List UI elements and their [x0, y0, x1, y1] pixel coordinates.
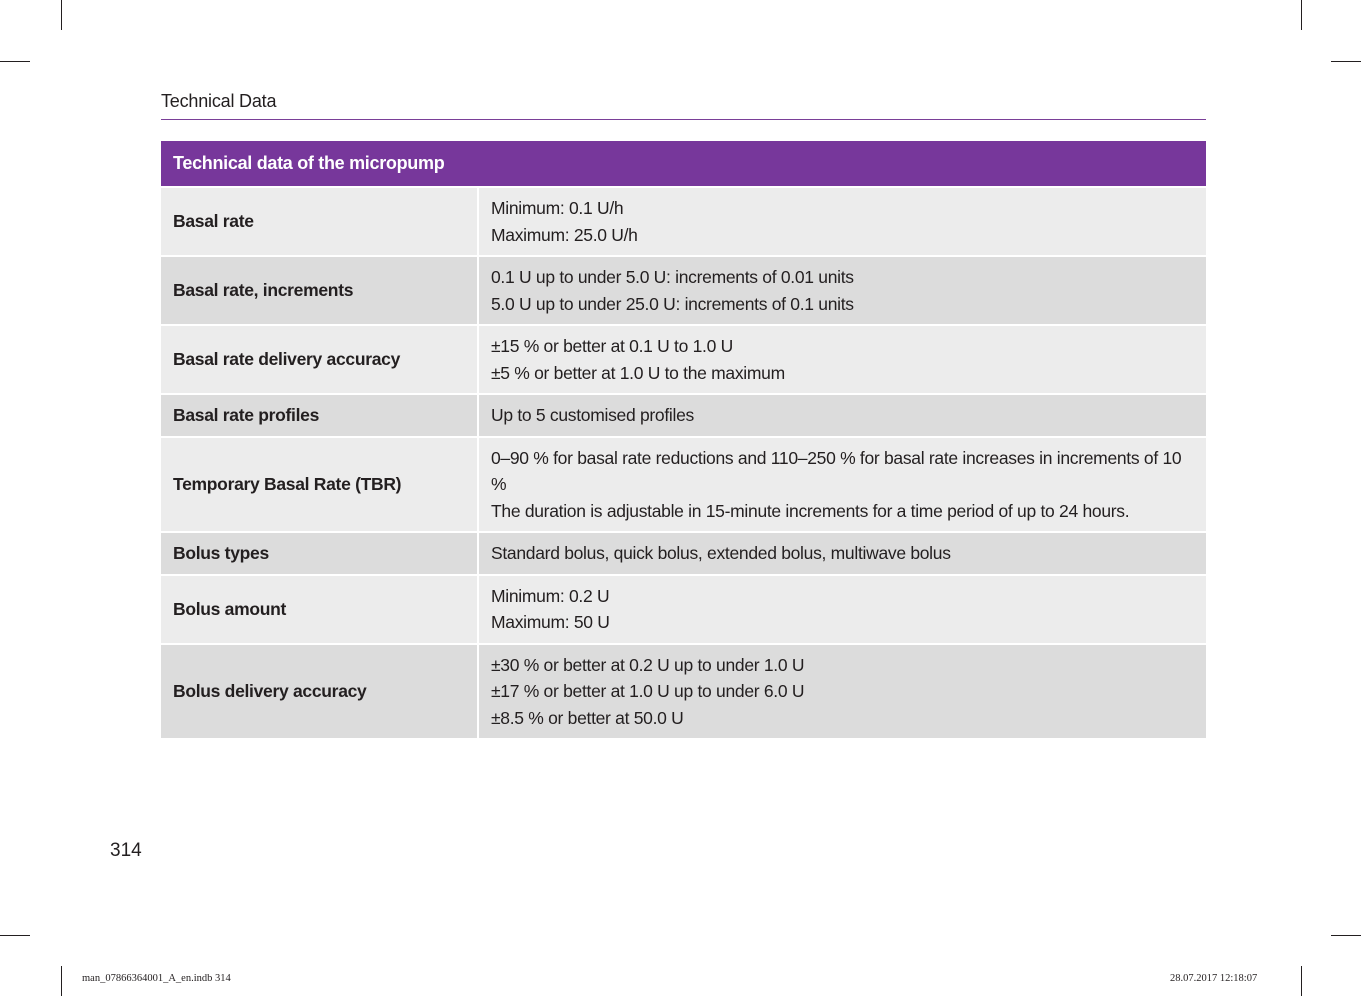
table-row [161, 437, 1206, 533]
table-row [161, 575, 1206, 644]
row-value [478, 325, 1206, 394]
row-value [478, 256, 1206, 325]
row-label: Temporary Basal Rate (TBR) [161, 437, 478, 533]
table-title: Technical data of the micropump [161, 141, 1206, 187]
page-number: 314 [110, 840, 142, 861]
value-line: Standard bolus, quick bolus, extended bolus, multiwave bolus [491, 543, 951, 563]
row-label: Basal rate profiles [161, 394, 478, 437]
row-value [478, 575, 1206, 644]
table-row [161, 394, 1206, 437]
row-value [478, 644, 1206, 739]
crop-mark [1301, 0, 1302, 30]
crop-mark [0, 61, 30, 62]
value-line: ±30 % or better at 0.2 U up to under 1.0 U [491, 654, 805, 675]
row-label: Basal rate delivery accuracy [161, 325, 478, 394]
value-line: 0–90 % for basal rate reductions and 110–250 % for basal rate increases in increments of 10 % [491, 447, 1182, 494]
value-line: Minimum: 0.1 U/h [491, 198, 624, 218]
crop-mark [0, 935, 30, 936]
value-line: ±15 % or better at 0.1 U to 1.0 U [491, 336, 733, 356]
crop-mark [1331, 935, 1361, 936]
value-line: 0.1 U up to under 5.0 U: increments of 0.01 units [491, 267, 854, 287]
table-row [161, 644, 1206, 739]
value-line: Maximum: 25.0 U/h [491, 224, 638, 245]
value-line: ±8.5 % or better at 50.0 U [491, 707, 684, 728]
value-line: Up to 5 customised profiles [491, 405, 694, 425]
slug-timestamp: 28.07.2017 12:18:07 [1170, 973, 1258, 984]
row-label: Bolus types [161, 532, 478, 575]
row-label: Bolus delivery accuracy [161, 644, 478, 739]
technical-data-table [161, 141, 1206, 738]
table-row [161, 325, 1206, 394]
crop-mark [61, 966, 62, 996]
row-value [478, 532, 1206, 575]
value-line: Maximum: 50 U [491, 612, 610, 632]
section-rule [161, 119, 1206, 120]
row-value [478, 437, 1206, 533]
crop-mark [61, 0, 62, 30]
table-row [161, 256, 1206, 325]
row-value [478, 394, 1206, 437]
row-label: Bolus amount [161, 575, 478, 644]
slug-file: man_07866364001_A_en.indb 314 [82, 973, 231, 984]
value-line: ±5 % or better at 1.0 U to the maximum [491, 362, 785, 383]
row-label: Basal rate, increments [161, 256, 478, 325]
table-header-row [161, 141, 1206, 187]
row-label: Basal rate [161, 187, 478, 256]
value-line: 5.0 U up to under 25.0 U: increments of 0.1 units [491, 293, 854, 314]
value-line: Minimum: 0.2 U [491, 585, 610, 606]
row-value [478, 187, 1206, 256]
value-line: The duration is adjustable in 15-minute increments for a time period of up to 24 hours. [491, 500, 1130, 521]
crop-mark [1331, 61, 1361, 62]
table-row [161, 532, 1206, 575]
crop-mark [1301, 966, 1302, 996]
section-title: Technical Data [161, 91, 277, 111]
table-row [161, 187, 1206, 256]
value-line: ±17 % or better at 1.0 U up to under 6.0 U [491, 681, 805, 701]
table-body [161, 187, 1206, 738]
